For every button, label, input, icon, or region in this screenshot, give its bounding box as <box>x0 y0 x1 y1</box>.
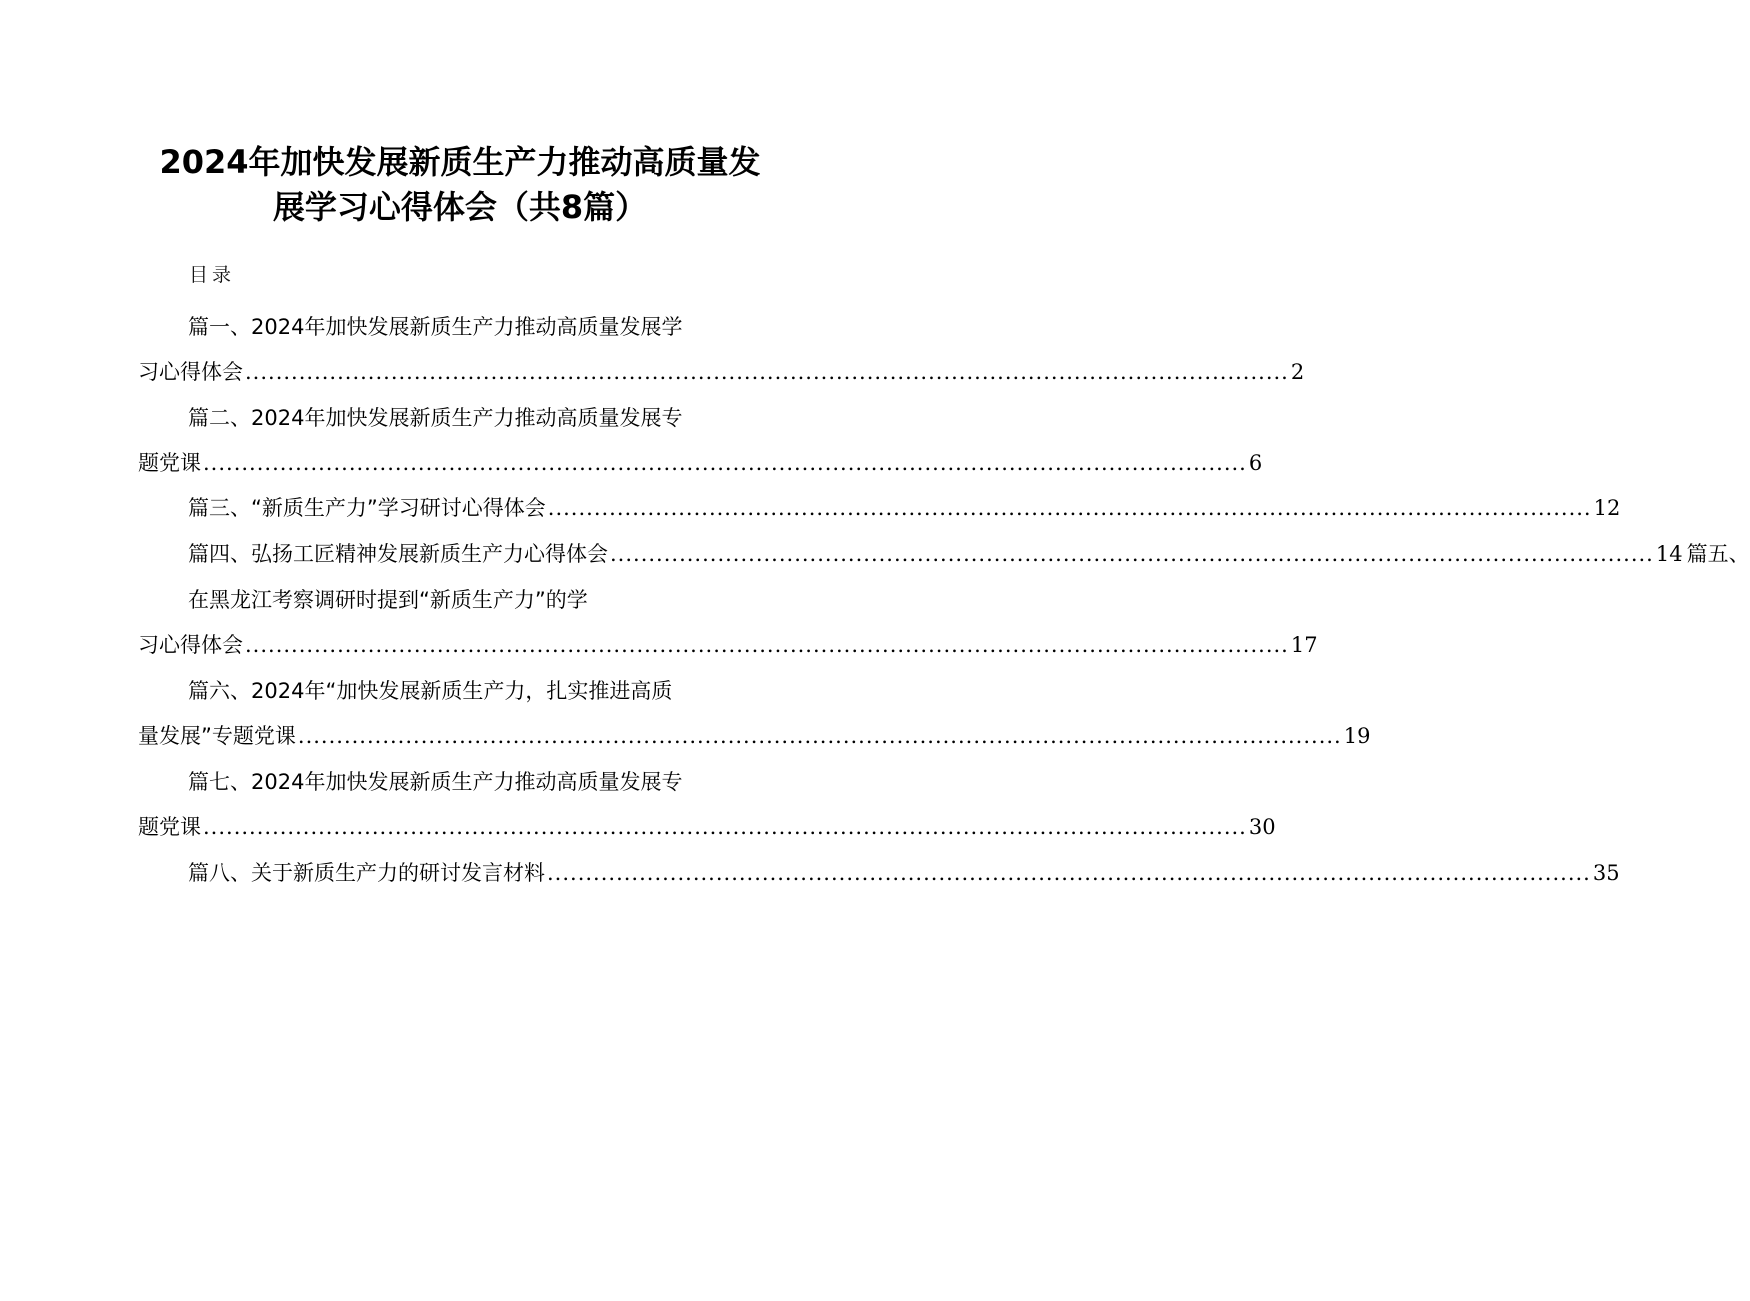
toc-entry-2-line-2[interactable] <box>138 446 1263 480</box>
toc-entry-3-text: 篇三、“新质生产力”学习研讨心得体会 <box>188 496 546 520</box>
toc-entry-3-page: 12 <box>1593 496 1621 520</box>
toc-entry-4-page: 14 <box>1655 542 1683 566</box>
toc-heading: 目录 <box>189 264 236 286</box>
toc-entry-4-text: 篇四、弘扬工匠精神发展新质生产力心得体会 <box>188 542 608 566</box>
toc-entry-7-text: 题党课 <box>138 815 201 839</box>
toc-entry-6-line-2[interactable] <box>138 719 1371 753</box>
document-title-line-1: 2024年加快发展新质生产力推动高质量发 <box>159 143 761 181</box>
toc-entry-2-text: 题党课 <box>138 451 201 475</box>
toc-entry-4[interactable] <box>188 537 1750 571</box>
toc-entry-6-page: 19 <box>1343 724 1371 748</box>
toc-entry-1-page: 2 <box>1290 360 1305 384</box>
toc-entry-7-line-1[interactable]: 篇七、2024年加快发展新质生产力推动高质量发展专 <box>188 770 683 794</box>
toc-entry-6-text: 量发展”专题党课 <box>138 724 296 748</box>
toc-entry-8-page: 35 <box>1592 861 1620 885</box>
toc-leader-dots: ........................................................................................................................................ <box>610 542 1654 566</box>
toc-entry-8[interactable] <box>188 856 1620 890</box>
toc-leader-dots: ........................................................................................................................................ <box>245 360 1289 384</box>
document-title-line-2: 展学习心得体会（共8篇） <box>272 188 648 226</box>
toc-entry-5-prefix: 篇五、 <box>1686 542 1750 566</box>
toc-entry-1-text: 习心得体会 <box>138 360 243 384</box>
toc-entry-1-line-1[interactable]: 篇一、2024年加快发展新质生产力推动高质量发展学 <box>188 315 683 339</box>
toc-entry-3[interactable] <box>188 491 1621 525</box>
toc-leader-dots: ........................................................................................................................................ <box>547 861 1591 885</box>
toc-entry-5-text: 习心得体会 <box>138 633 243 657</box>
toc-entry-5-line-2[interactable] <box>138 628 1318 662</box>
toc-entry-7-line-2[interactable] <box>138 810 1276 844</box>
toc-entry-2-page: 6 <box>1248 451 1263 475</box>
toc-leader-dots: ........................................................................................................................................ <box>245 633 1289 657</box>
toc-entry-2-line-1[interactable]: 篇二、2024年加快发展新质生产力推动高质量发展专 <box>188 406 683 430</box>
toc-entry-7-page: 30 <box>1248 815 1276 839</box>
toc-entry-1-line-2[interactable] <box>138 355 1305 389</box>
toc-leader-dots: ........................................................................................................................................ <box>203 451 1247 475</box>
toc-entry-6-line-1[interactable]: 篇六、2024年“加快发展新质生产力，扎实推进高质 <box>188 679 673 703</box>
toc-leader-dots: ........................................................................................................................................ <box>203 815 1247 839</box>
toc-entry-5-page: 17 <box>1290 633 1318 657</box>
toc-entry-8-text: 篇八、关于新质生产力的研讨发言材料 <box>188 861 545 885</box>
toc-entry-5-line-1[interactable]: 在黑龙江考察调研时提到“新质生产力”的学 <box>188 588 588 612</box>
toc-leader-dots: ........................................................................................................................................ <box>297 724 1342 748</box>
toc-leader-dots: ........................................................................................................................................ <box>547 496 1592 520</box>
